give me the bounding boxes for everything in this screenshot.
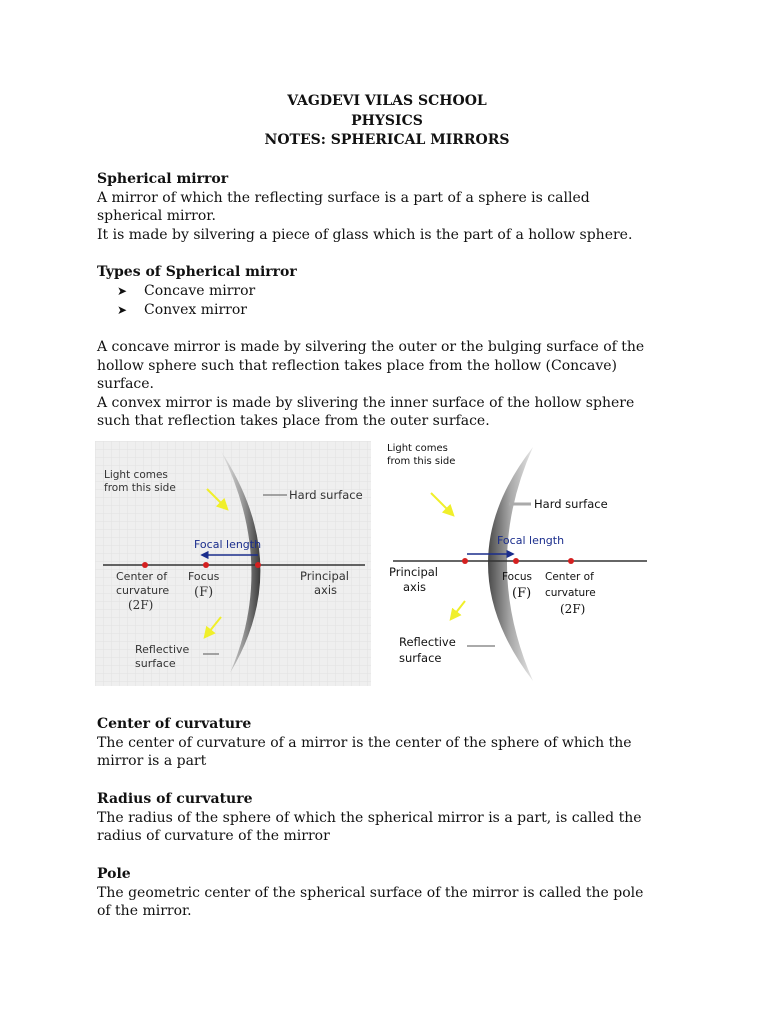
center-of-curvature-label: (2F)	[560, 601, 586, 616]
pole-point	[462, 558, 468, 564]
document-header	[97, 92, 677, 151]
paragraph-line: A convex mirror is made by slivering the inner surface of the hollow sphere	[97, 394, 635, 411]
section-heading: Radius of curvature	[97, 790, 253, 807]
list-item	[117, 282, 677, 301]
paragraph-line: It is made by silvering a piece of glass which is the part of a hollow sphere.	[97, 226, 633, 243]
paragraph-line: A mirror of which the reflecting surface is a part of a sphere is called	[97, 189, 590, 206]
mirror-diagrams	[95, 441, 677, 703]
reflective-surface-label: surface	[135, 656, 176, 670]
paragraph-line: A concave mirror is made by silvering the outer or the bulging surface of the	[97, 339, 645, 355]
convex-diagram-figure	[385, 441, 651, 686]
section-heading: Center of curvature	[97, 715, 252, 732]
focus-label: Focus	[188, 569, 220, 583]
list-item	[117, 301, 677, 320]
section-heading: Types of Spherical mirror	[97, 264, 297, 280]
list-item-label: Convex mirror	[144, 301, 247, 318]
paragraph-line: The geometric center of the spherical surface of the mirror is called the pole	[97, 884, 644, 901]
paragraph-line: such that reflection takes place from the outer surface.	[97, 413, 490, 429]
center-of-curvature-label: curvature	[545, 586, 596, 599]
notes-title: NOTES: SPHERICAL MIRRORS	[264, 132, 510, 148]
center-of-curvature-point	[568, 558, 574, 564]
section-types	[97, 263, 677, 319]
center-of-curvature-label: Center of	[116, 569, 168, 583]
concave-mirror-diagram	[95, 441, 371, 686]
arrow-bullet-icon: ➤	[117, 284, 128, 298]
light-comes-label: Light comes	[387, 442, 448, 454]
center-of-curvature-label: (2F)	[128, 597, 154, 612]
center-of-curvature-point	[142, 562, 148, 568]
light-comes-label: from this side	[104, 481, 176, 494]
focus-point	[513, 558, 519, 564]
principal-axis-label: axis	[403, 579, 427, 594]
center-of-curvature-label: curvature	[116, 583, 170, 597]
types-list	[97, 282, 677, 319]
hard-surface-label: Hard surface	[289, 487, 363, 502]
reflective-surface-label: surface	[399, 650, 442, 665]
reflective-surface-label: Reflective	[399, 634, 456, 649]
subject-title: PHYSICS	[351, 112, 423, 129]
paragraph-line: The radius of the sphere of which the spherical mirror is a part, is called the	[97, 809, 642, 826]
light-comes-label: from this side	[387, 455, 456, 467]
paragraph-line: radius of curvature of the mirror	[97, 828, 330, 844]
list-item-label: Concave mirror	[144, 283, 256, 299]
school-name: VAGDEVI VILAS SCHOOL	[287, 93, 487, 109]
concave-diagram-figure	[95, 441, 371, 686]
focal-length-label: Focal length	[194, 537, 262, 551]
principal-axis-label: axis	[314, 582, 338, 597]
section-radius-of-curvature	[97, 790, 677, 846]
center-of-curvature-label: Center of	[545, 570, 594, 583]
paragraph-line: hollow sphere such that reflection takes place from the hollow (Concave)	[97, 357, 618, 374]
focus-symbol: (F)	[194, 584, 214, 600]
light-arrow	[431, 493, 453, 515]
principal-axis-label: Principal	[300, 568, 350, 583]
convex-mirror-diagram	[385, 441, 651, 686]
paragraph-line: The center of curvature of a mirror is the center of the sphere of which the	[97, 734, 632, 751]
focal-length-label: Focal length	[497, 533, 565, 547]
paragraph-line: spherical mirror.	[97, 208, 216, 224]
focus-point	[203, 562, 209, 568]
light-arrow	[451, 601, 465, 619]
paragraph-line: surface.	[97, 376, 154, 392]
notes-page	[97, 92, 677, 940]
section-description	[97, 338, 677, 431]
section-spherical-mirror	[97, 170, 677, 245]
focus-label: Focus	[502, 570, 532, 583]
pole-point	[255, 562, 261, 568]
section-center-of-curvature	[97, 715, 677, 771]
focus-symbol: (F)	[512, 585, 532, 601]
reflective-surface-label: Reflective	[135, 642, 190, 656]
paragraph-line: mirror is a part	[97, 753, 207, 769]
section-pole	[97, 865, 677, 921]
paragraph-line: of the mirror.	[97, 903, 192, 919]
principal-axis-label: Principal	[389, 564, 439, 579]
hard-surface-label: Hard surface	[534, 496, 608, 511]
section-heading: Spherical mirror	[97, 170, 229, 187]
light-comes-label: Light comes	[104, 468, 168, 481]
arrow-bullet-icon: ➤	[117, 302, 128, 317]
section-heading: Pole	[97, 865, 131, 882]
